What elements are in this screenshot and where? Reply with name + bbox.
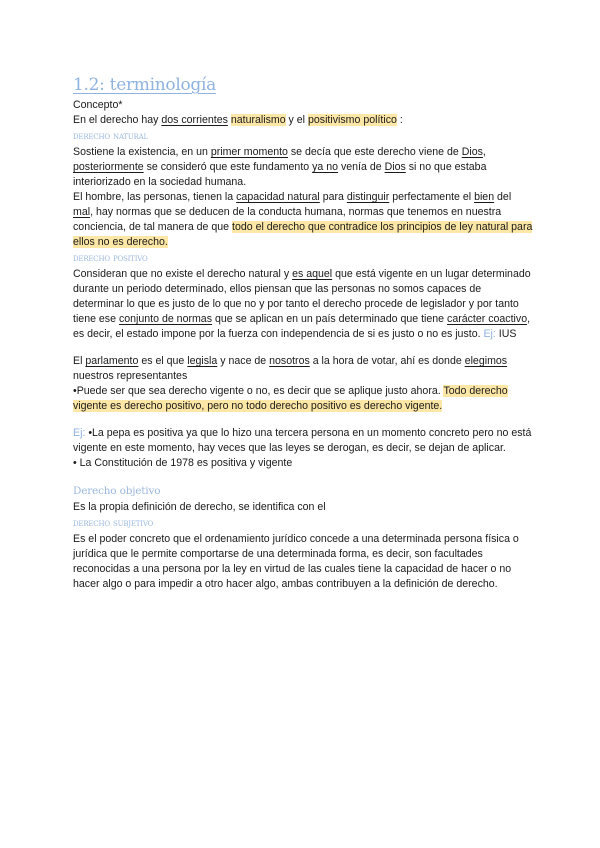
heading-derecho-positivo: derecho positivo [73, 252, 148, 264]
constitucion-item: • La Constitución de 1978 es positiva y vigente [73, 457, 293, 469]
intro-paragraph: En el derecho hay dos corrientes naturalismo y el positivismo político : [73, 114, 403, 126]
objetivo-paragraph: Es la propia definición de derecho, se identifica con el [73, 501, 326, 513]
heading-derecho-natural: derecho natural [73, 130, 148, 142]
ejemplo-pepa-paragraph: Ej: •La pepa es positiva ya que lo hizo una tercera persona en un momento concreto pero no está vigente en este momento, hay veces que las leyes se derogan, es decir, se dejan de aplicar. [73, 427, 532, 454]
vigente-paragraph: •Puede ser que sea derecho vigente o no, es decir que se aplique justo ahora. Todo derecho vigente es derecho positivo, pero no todo derecho positivo es derecho vigente. [73, 385, 508, 412]
document-page [73, 74, 533, 592]
concepto-label: Concepto* [73, 99, 123, 111]
positivo-paragraph: Consideran que no existe el derecho natural y es aquel que está vigente en un lugar determinado durante un periodo determinado, ellos piensan que las personas no somos capaces de determinar lo que es justo de lo que no y por tanto el derecho procede de legislador y por tanto tiene ese conjunto de normas que se aplican en un país determinado que tiene carácter coactivo, es decir, el estado impone por la fuerza con independencia de si es justo o no es justo. Ej: IUS [73, 268, 531, 340]
section-title: 1.2: terminología [73, 75, 216, 95]
parlamento-paragraph: El parlamento es el que legisla y nace de nosotros a la hora de votar, ahí es donde elegimos nuestros representantes [73, 355, 508, 382]
heading-derecho-subjetivo: derecho subjetivo [73, 517, 154, 529]
subjetivo-paragraph: Es el poder concreto que el ordenamiento jurídico concede a una determinada persona física o jurídica que le permite comportarse de una determinada forma, es decir, son facultades reconocidas a una persona por la ley en virtud de las cuales tiene la capacidad de hacer o no hacer algo o para impedir a otro hacer algo, ambas contribuyen a la definición de derecho. [73, 533, 519, 590]
natural-paragraph-1: Sostiene la existencia, en un primer momento se decía que este derecho viene de Dios, posteriormente se consideró que este fundamento ya no venía de Dios si no que estaba interiorizado en la sociedad humana. [73, 146, 487, 188]
natural-paragraph-2: El hombre, las personas, tienen la capacidad natural para distinguir perfectamente el bien del mal, hay normas que se deducen de la conducta humana, normas que tenemos en nuestra conciencia, de tal manera de que todo el derecho que contradice los principios de ley natural para ellos no es derecho. [73, 191, 533, 248]
heading-derecho-objetivo: Derecho objetivo [73, 485, 161, 497]
